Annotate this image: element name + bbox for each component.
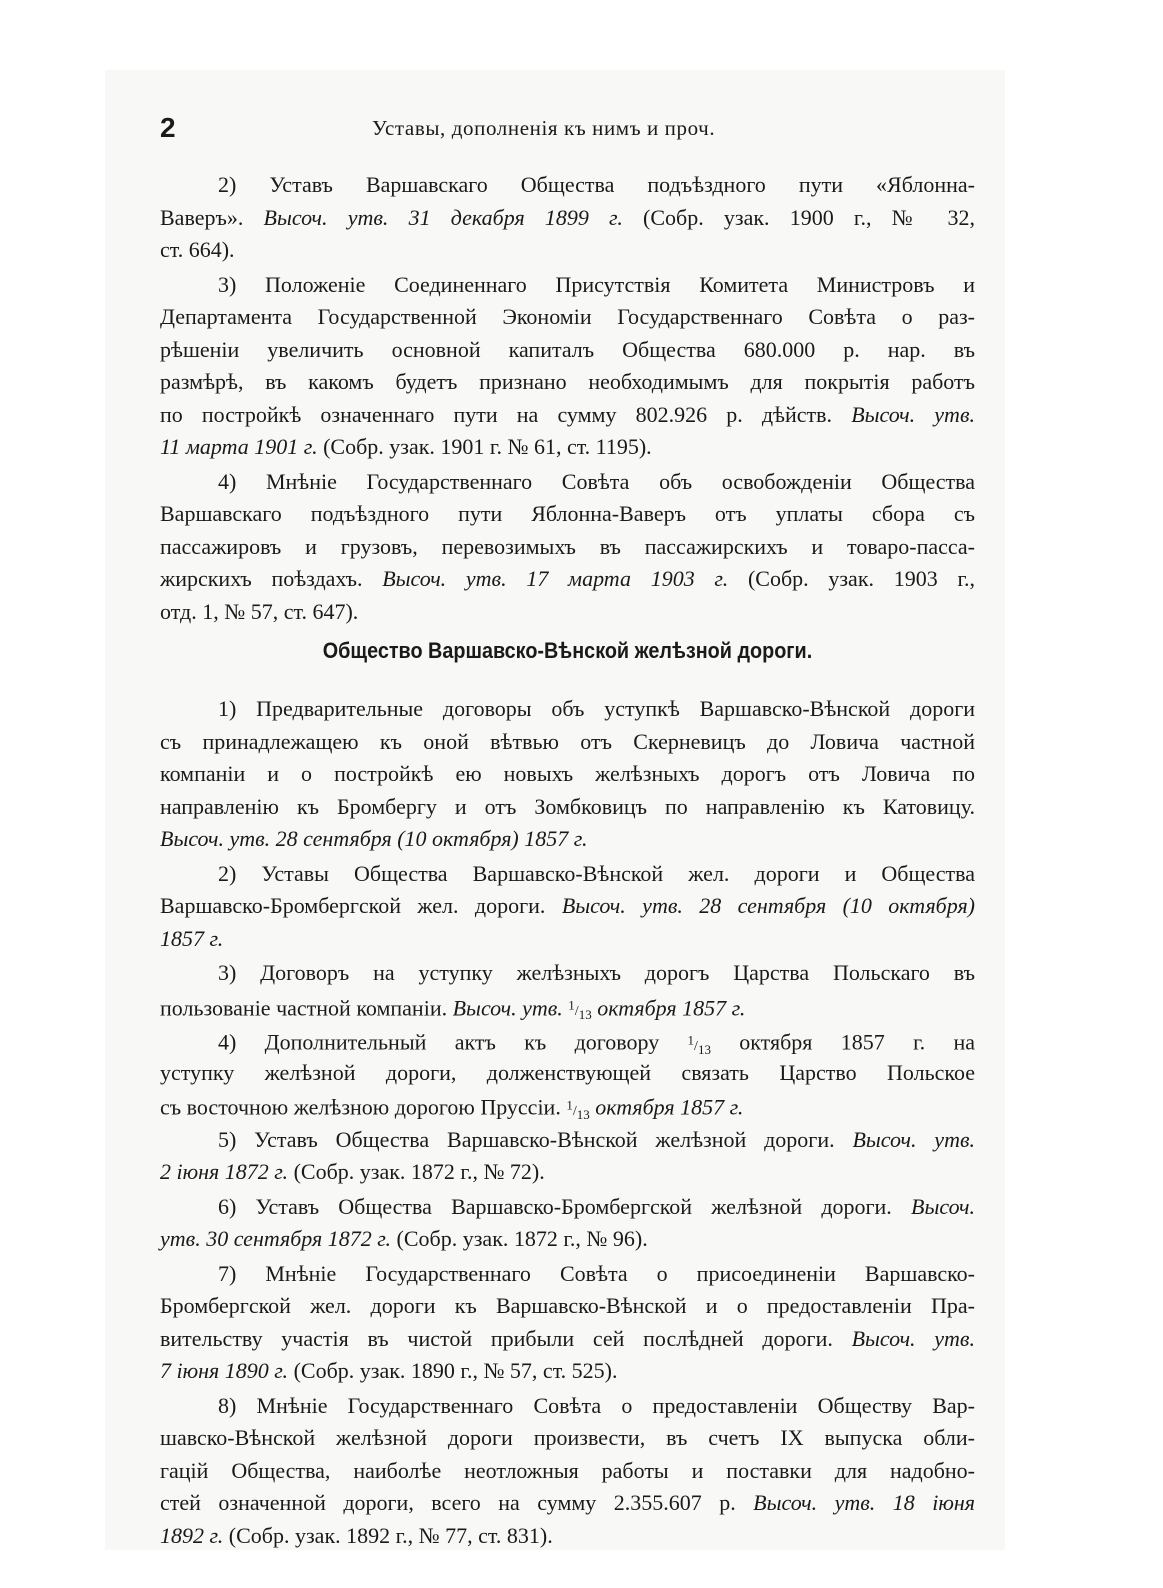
fraction-denominator: 13	[578, 1006, 592, 1022]
text-line	[160, 366, 975, 399]
text-run: (Собр. узак. 1903 г.,	[728, 566, 975, 591]
text-line	[160, 1487, 975, 1520]
text-line	[160, 202, 975, 235]
text-run: съ принадлежащею къ оной вѣтвью отъ Скерневицъ до Ловича частной	[160, 728, 975, 754]
text-run: 5) Уставъ Общества Варшавско-Вѣнской желѣзной дороги.	[218, 1126, 853, 1152]
fraction-numerator: 1	[687, 1032, 695, 1047]
text-line	[160, 1390, 975, 1423]
text-line	[160, 1089, 975, 1122]
fraction-denominator: 13	[576, 1106, 590, 1122]
text-run: рѣшеніи увеличить основной капиталъ Общества 680.000 р. нар. въ	[160, 336, 975, 362]
text-line	[160, 1156, 975, 1189]
citation-italic: 11 марта 1901 г.	[160, 434, 318, 459]
paragraph	[160, 1024, 975, 1122]
text-run: 3) Договоръ на уступку желѣзныхъ дорогъ Царства Польскаго въ	[218, 960, 975, 985]
citation-italic: Высоч. утв. 18 іюня	[753, 1490, 975, 1515]
paragraph	[160, 957, 975, 1022]
citation-italic: 2 іюня 1872 г.	[160, 1159, 289, 1184]
text-line	[160, 399, 975, 432]
text-run: 6) Уставъ Общества Варшавско-Бромбергской желѣзной дороги.	[218, 1193, 912, 1219]
text-run: 4) Мнѣніе Государственнаго Совѣта объ освобожденіи Общества	[218, 468, 975, 494]
citation-italic: Высоч. утв.	[452, 995, 569, 1021]
date-fraction: $^1/_{13}$	[566, 1097, 590, 1122]
text-run: съ восточною желѣзною дорогою Пруссіи.	[160, 1094, 567, 1120]
text-line	[160, 1223, 975, 1256]
text-line	[160, 1124, 975, 1157]
text-line	[160, 301, 975, 334]
text-line	[160, 531, 975, 564]
text-line	[160, 890, 975, 923]
text-line	[160, 1323, 975, 1356]
citation-italic: 1857 г.	[160, 925, 224, 951]
paragraph	[160, 169, 975, 267]
paragraph	[160, 693, 975, 856]
text-run: пассажировъ и грузовъ, перевозимыхъ въ пассажирскихъ и товаро-пасса-	[160, 533, 975, 559]
text-line	[160, 269, 975, 302]
text-run: (Собр. узак. 1890 г., № 57, ст. 525).	[288, 1358, 618, 1383]
text-run: (Собр. узак. 1901 г. № 61, ст. 1195).	[317, 434, 652, 459]
text-line	[160, 169, 975, 202]
text-line	[160, 858, 975, 891]
citation-italic: октября 1857 г.	[589, 1094, 744, 1120]
paragraph	[160, 269, 975, 464]
text-run: уступку желѣзной дороги, долженствующей связать Царство Польское	[160, 1059, 975, 1085]
text-line	[160, 1258, 975, 1291]
text-line	[160, 563, 975, 596]
citation-italic: Высоч. утв. 31 декабря 1899 г.	[263, 204, 623, 230]
text-line	[160, 596, 975, 629]
citation-italic: Высоч.	[911, 1193, 975, 1219]
text-line	[160, 1024, 975, 1057]
text-line	[160, 923, 975, 956]
text-line	[160, 1422, 975, 1455]
text-run: Департамента Государственной Экономіи Государственнаго Совѣта о раз-	[160, 304, 975, 329]
paragraph	[160, 1258, 975, 1388]
citation-italic: 7 іюня 1890 г.	[160, 1358, 289, 1383]
text-run: 3) Положеніе Соединеннаго Присутствія Комитета Министровъ и	[218, 271, 975, 297]
text-run: 7) Мнѣніе Государственнаго Совѣта о присоединеніи Варшавско-	[218, 1260, 975, 1286]
section-heading: Общество Варшавско-Вѣнской желѣзной дороги.	[322, 638, 813, 663]
date-fraction: $^1/_{13}$	[568, 997, 592, 1022]
paragraph	[160, 1191, 975, 1256]
paragraph	[160, 1390, 975, 1553]
text-run: ст. 664).	[160, 237, 235, 262]
citation-italic: Высоч. утв.	[852, 1126, 976, 1152]
text-run: 4) Дополнительный актъ къ договору	[218, 1029, 688, 1055]
text-line	[160, 693, 975, 726]
text-run: направленію къ Бромбергу и отъ Зомбковицъ по направленію къ Катовицу.	[160, 793, 975, 819]
text-run: (Собр. узак. 1872 г., № 72).	[288, 1159, 545, 1184]
citation-italic: Высоч. утв. 28 сентября (10 октября) 1857 г.	[160, 826, 588, 851]
text-run: октября 1857 г. на	[710, 1029, 975, 1055]
text-line	[160, 957, 975, 990]
citation-italic: октября 1857 г.	[591, 995, 746, 1021]
text-run: вительству участія въ чистой прибыли сей послѣдней дороги.	[160, 1325, 852, 1351]
text-run: Варшавско-Бромбергской жел. дороги.	[160, 893, 562, 918]
text-run: (Собр. узак. 1892 г., № 77, ст. 831).	[223, 1522, 553, 1548]
text-run: 2) Уставъ Варшавскаго Общества подъѣздного пути «Яблонна-	[218, 172, 975, 197]
text-line	[160, 234, 975, 267]
text-run: отд. 1, № 57, ст. 647).	[160, 598, 359, 624]
text-line	[160, 758, 975, 791]
paragraph	[160, 858, 975, 956]
date-fraction: $^1/_{13}$	[687, 1032, 711, 1057]
text-line	[160, 726, 975, 759]
text-run: пользованіе частной компаніи.	[160, 995, 453, 1021]
text-run: Ваверъ».	[160, 204, 264, 230]
citation-italic: 1892 г.	[160, 1522, 224, 1548]
text-line	[160, 1057, 975, 1090]
text-run: по постройкѣ означеннаго пути на сумму 802.926 р. дѣйств.	[160, 401, 852, 427]
text-run: компаніи и о постройкѣ ею новыхъ желѣзныхъ дорогъ отъ Ловича по	[160, 761, 975, 786]
text-run: (Собр. узак. 1872 г., № 96).	[391, 1226, 648, 1251]
text-line	[160, 431, 975, 464]
text-run: размѣрѣ, въ какомъ будетъ признано необходимымъ для покрытія работъ	[160, 369, 975, 394]
text-line	[160, 823, 975, 856]
page-number: 2	[160, 112, 176, 143]
fraction-denominator: 13	[697, 1041, 711, 1057]
citation-italic: Высоч. утв.	[851, 1325, 975, 1351]
text-line	[160, 466, 975, 499]
text-line	[160, 498, 975, 531]
text-line	[160, 791, 975, 824]
citation-italic: Высоч. утв. 17 марта 1903 г.	[382, 566, 729, 591]
paragraph	[160, 1124, 975, 1189]
paragraph	[160, 466, 975, 629]
text-run: стей означенной дороги, всего на сумму 2.355.607 р.	[160, 1490, 754, 1515]
text-run: 8) Мнѣніе Государственнаго Совѣта о предоставленіи Обществу Вар-	[218, 1392, 975, 1418]
text-run: 1) Предварительные договоры объ уступкѣ Варшавско-Вѣнской дороги	[218, 696, 975, 721]
fraction-numerator: 1	[566, 1097, 573, 1112]
text-run: жирскихъ поѣздахъ.	[160, 566, 383, 591]
citation-italic: Высоч. утв.	[851, 401, 975, 427]
text-line	[160, 1355, 975, 1388]
text-run: Варшавскаго подъѣздного пути Яблонна-Ваверъ отъ уплаты сбора съ	[160, 501, 975, 526]
section-2-body	[160, 693, 975, 1554]
text-run: шавско-Вѣнской желѣзной дороги произвести, въ счетъ IX выпуска обли-	[160, 1425, 975, 1450]
text-line	[160, 990, 975, 1023]
text-line	[160, 1290, 975, 1323]
citation-italic: Высоч. утв. 28 сентября (10 октября)	[561, 893, 975, 918]
fraction-numerator: 1	[568, 997, 575, 1013]
text-line	[160, 1455, 975, 1488]
text-run: Бромбергской жел. дороги къ Варшавско-Вѣнской и о предоставленіи Пра-	[160, 1293, 975, 1318]
text-line	[160, 334, 975, 367]
running-title: Уставы, дополненія къ нимъ и проч.	[372, 116, 716, 140]
text-line	[160, 1520, 975, 1553]
text-run: (Собр. узак. 1900 г., № 32,	[622, 204, 976, 230]
text-line	[160, 1191, 975, 1224]
text-run: гацій Общества, наиболѣе неотложныя работы и поставки для надобно-	[160, 1457, 975, 1483]
text-run: 2) Уставы Общества Варшавско-Вѣнской жел. дороги и Общества	[218, 860, 975, 886]
section-1-body	[160, 169, 975, 630]
citation-italic: утв. 30 сентября 1872 г.	[160, 1226, 392, 1251]
